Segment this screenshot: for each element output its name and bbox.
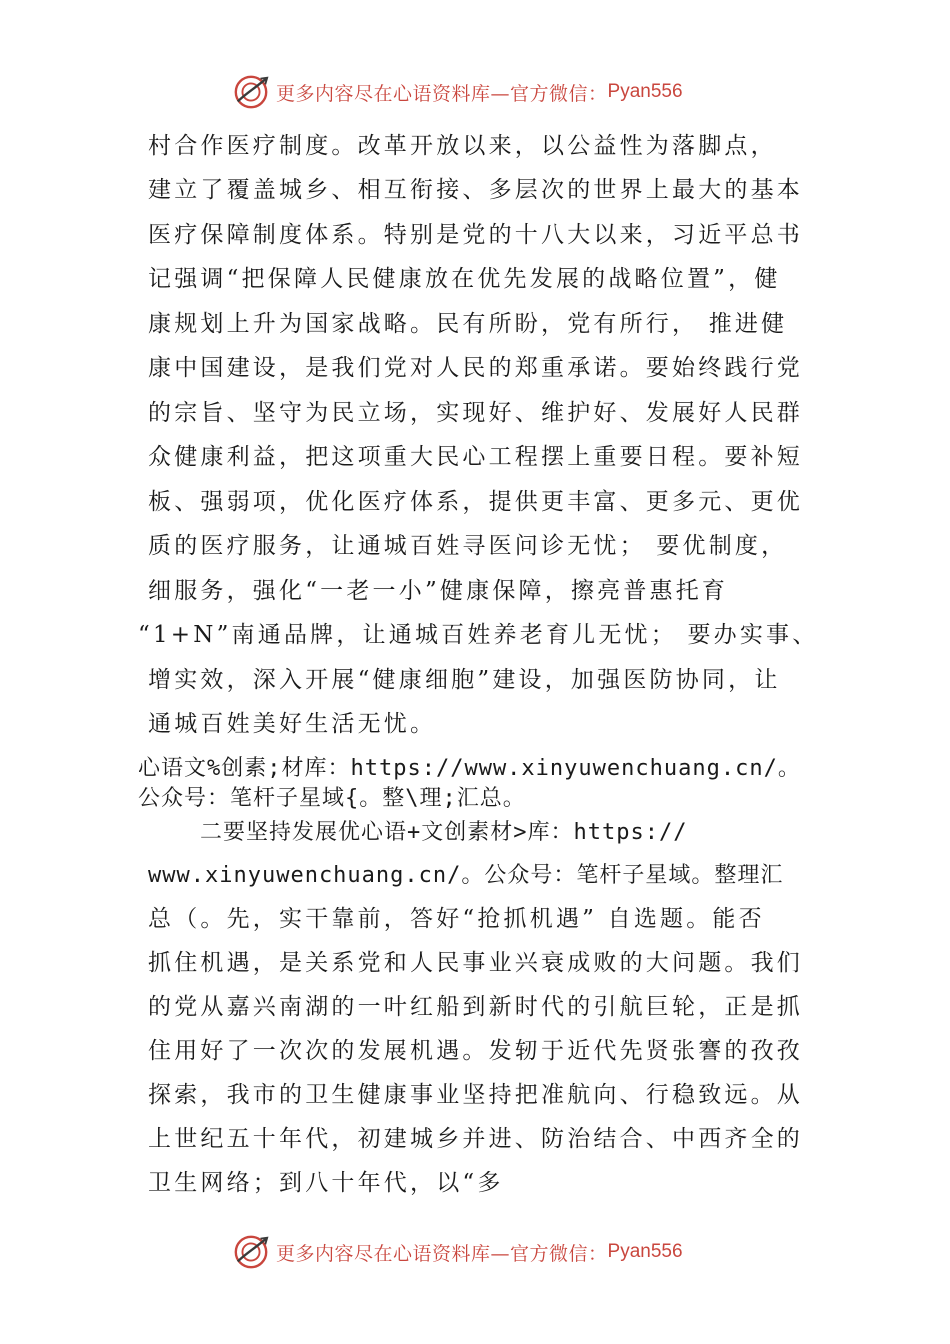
body-line: www.xinyuwenchuang.cn/。公众号：笔杆子星域。整理汇: [148, 863, 784, 888]
body-line: 抓住机遇，是关系党和人民事业兴衰成败的大问题。我们: [148, 950, 803, 976]
body-line: 卫生网络；到八十年代，以“多: [148, 1170, 504, 1196]
body-line: 细服务，强化“一老一小”健康保障，擦亮普惠托育: [148, 578, 729, 604]
body-line: 康规划上升为国家战略。民有所盼，党有所行， 推进健: [148, 311, 788, 337]
body-line: 通城百姓美好生活无忧。: [148, 711, 437, 737]
body-line: 上世纪五十年代，初建城乡并进、防治结合、中西齐全的: [148, 1126, 803, 1152]
body-line: 康中国建设，是我们党对人民的郑重承诺。要始终践行党: [148, 355, 803, 381]
body-line: 增实效，深入开展“健康细胞”建设，加强医防协同，让: [148, 667, 781, 693]
body-line: 总（。先，实干靠前，答好“抢抓机遇” 自选题。能否: [148, 906, 765, 932]
body-line: “1+N”南通品牌，让通城百姓养老育儿无忧； 要办实事、: [138, 622, 819, 648]
banner-wechat-id: Pyan556: [607, 1241, 683, 1262]
body-line: 探索，我市的卫生健康事业坚持把准航向、行稳致远。从: [148, 1082, 803, 1108]
header-banner: [232, 72, 683, 112]
banner-text: 更多内容尽在心语资料库—官方微信：: [276, 1242, 608, 1265]
footer-banner: [232, 1232, 683, 1272]
body-line: 的党从嘉兴南湖的一叶红船到新时代的引航巨轮，正是抓: [148, 994, 803, 1020]
body-line: 记强调“把保障人民健康放在优先发展的战略位置”，健: [148, 266, 781, 292]
body-line: 二要坚持发展优心语+文创素材>库：https://: [200, 820, 688, 845]
body-line: 建立了覆盖城乡、相互衔接、多层次的世界上最大的基本: [148, 177, 803, 203]
body-line: 的宗旨、坚守为民立场，实现好、维护好、发展好人民群: [148, 400, 803, 426]
body-line: 质的医疗服务，让通城百姓寻医问诊无忧； 要优制度，: [148, 533, 788, 559]
body-line: 村合作医疗制度。改革开放以来，以公益性为落脚点，: [148, 133, 777, 159]
logo-icon: [232, 73, 270, 111]
banner-wechat-id: Pyan556: [607, 81, 683, 102]
watermark-line: 公众号：笔杆子星域{。整\理;汇总。: [138, 786, 526, 811]
banner-text: 更多内容尽在心语资料库—官方微信：: [276, 82, 608, 105]
body-line: 板、强弱项，优化医疗体系，提供更丰富、更多元、更优: [148, 489, 803, 515]
watermark-line: 心语文%创素;材库：https://www.xinyuwenchuang.cn/。: [138, 756, 801, 781]
logo-icon: [232, 1233, 270, 1271]
body-line: 医疗保障制度体系。特别是党的十八大以来，习近平总书: [148, 222, 803, 248]
body-line: 众健康利益，把这项重大民心工程摆上重要日程。要补短: [148, 444, 803, 470]
body-line: 住用好了一次次的发展机遇。发轫于近代先贤张謇的孜孜: [148, 1038, 803, 1064]
